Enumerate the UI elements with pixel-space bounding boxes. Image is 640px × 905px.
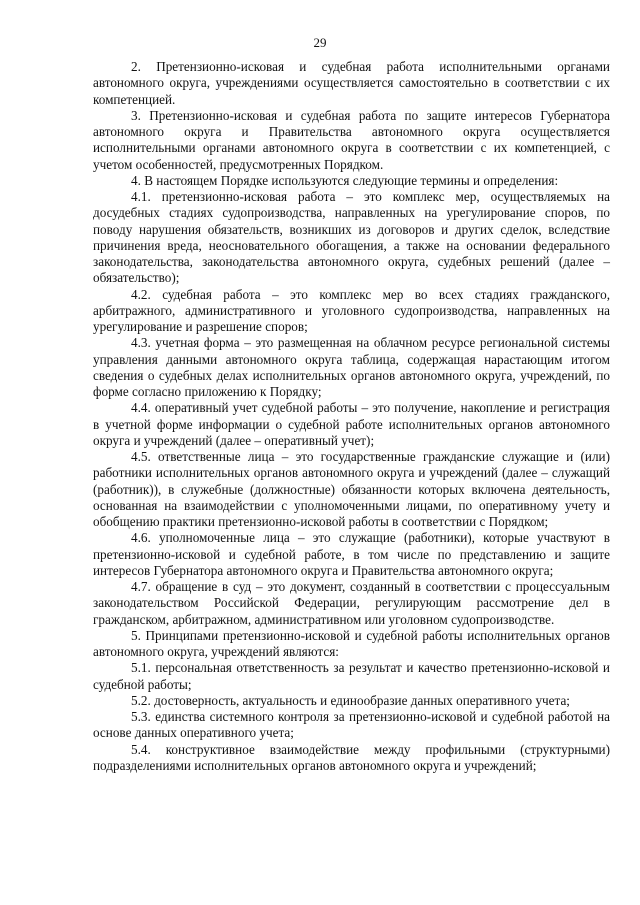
paragraph-5-3: 5.3. единства системного контроля за претензионно-исковой и судебной работой на основе данных оперативного учета; <box>93 709 610 741</box>
paragraph-4-1: 4.1. претензионно-исковая работа – это комплекс мер, осуществляемых на досудебных стадиях судопроизводства, направленных на урегулирование споров, по поводу нарушения обязательств, возникших из договоров и других сделок, вследствие причинения вреда, неосновательного обогащения, а также на основании федерального законодательства, законодательства автономного округа, судебных решений (далее – обязательство); <box>93 189 610 286</box>
document-body <box>93 59 610 774</box>
paragraph-4-6: 4.6. уполномоченные лица – это служащие (работники), которые участвуют в претензионно-исковой и судебной работе, в том числе по представлению и защите интересов Губернатора автономного округа и Правительства автономного округа; <box>93 530 610 578</box>
paragraph-5-2: 5.2. достоверность, актуальность и единообразие данных оперативного учета; <box>131 692 570 708</box>
paragraph-4-7: 4.7. обращение в суд – это документ, созданный в соответствии с процессуальным законодательством Российской Федерации, регулирующим рассмотрение дел в гражданском, арбитражном, административном или уголовном судопроизводстве. <box>93 579 610 627</box>
paragraph-4: 4. В настоящем Порядке используются следующие термины и определения: <box>131 172 559 188</box>
paragraph-4-5: 4.5. ответственные лица – это государственные гражданские служащие и (или) работники исполнительных органов автономного округа и учреждений (далее – служащий (работник)), в служебные (должностные) обязанности которых включена деятельность, основанная на взаимодействии с уполномоченными лицами, по оперативному учету и обобщению практики претензионно-исковой работы в соответствии с Порядком; <box>93 449 610 529</box>
page-number: 29 <box>313 35 327 50</box>
paragraph-5-1: 5.1. персональная ответственность за результат и качество претензионно-исковой и судебной работы; <box>93 660 610 692</box>
paragraph-5: 5. Принципами претензионно-исковой и судебной работы исполнительных органов автономного округа, учреждений являются: <box>93 627 610 659</box>
paragraph-4-2: 4.2. судебная работа – это комплекс мер во всех стадиях гражданского, арбитражного, административного и уголовного судопроизводства, направленных на урегулирование и разрешение споров; <box>93 286 610 334</box>
paragraph-2: 2. Претензионно-исковая и судебная работа исполнительными органами автономного округа, учреждениями осуществляется самостоятельно в соответствии с их компетенцией. <box>93 59 610 107</box>
paragraph-4-4: 4.4. оперативный учет судебной работы – это получение, накопление и регистрация в учетной форме информации о судебной работе исполнительных органов автономного округа и учреждений (далее – оперативный учет); <box>93 400 610 448</box>
paragraph-5-4: 5.4. конструктивное взаимодействие между профильными (структурными) подразделениями исполнительных органов автономного округа и учреждений; <box>93 741 610 773</box>
paragraph-4-3: 4.3. учетная форма – это размещенная на облачном ресурсе региональной системы управления данными автономного округа таблица, содержащая нарастающим итогом сведения о судебных делах исполнительных органов автономного округа, учреждений, по форме согласно приложению к Порядку; <box>93 335 610 399</box>
paragraph-3: 3. Претензионно-исковая и судебная работа по защите интересов Губернатора автономного округа и Правительства автономного округа осуществляется исполнительными органами автономного округа в соответствии с их компетенцией, с учетом особенностей, предусмотренных Порядком. <box>93 107 610 172</box>
